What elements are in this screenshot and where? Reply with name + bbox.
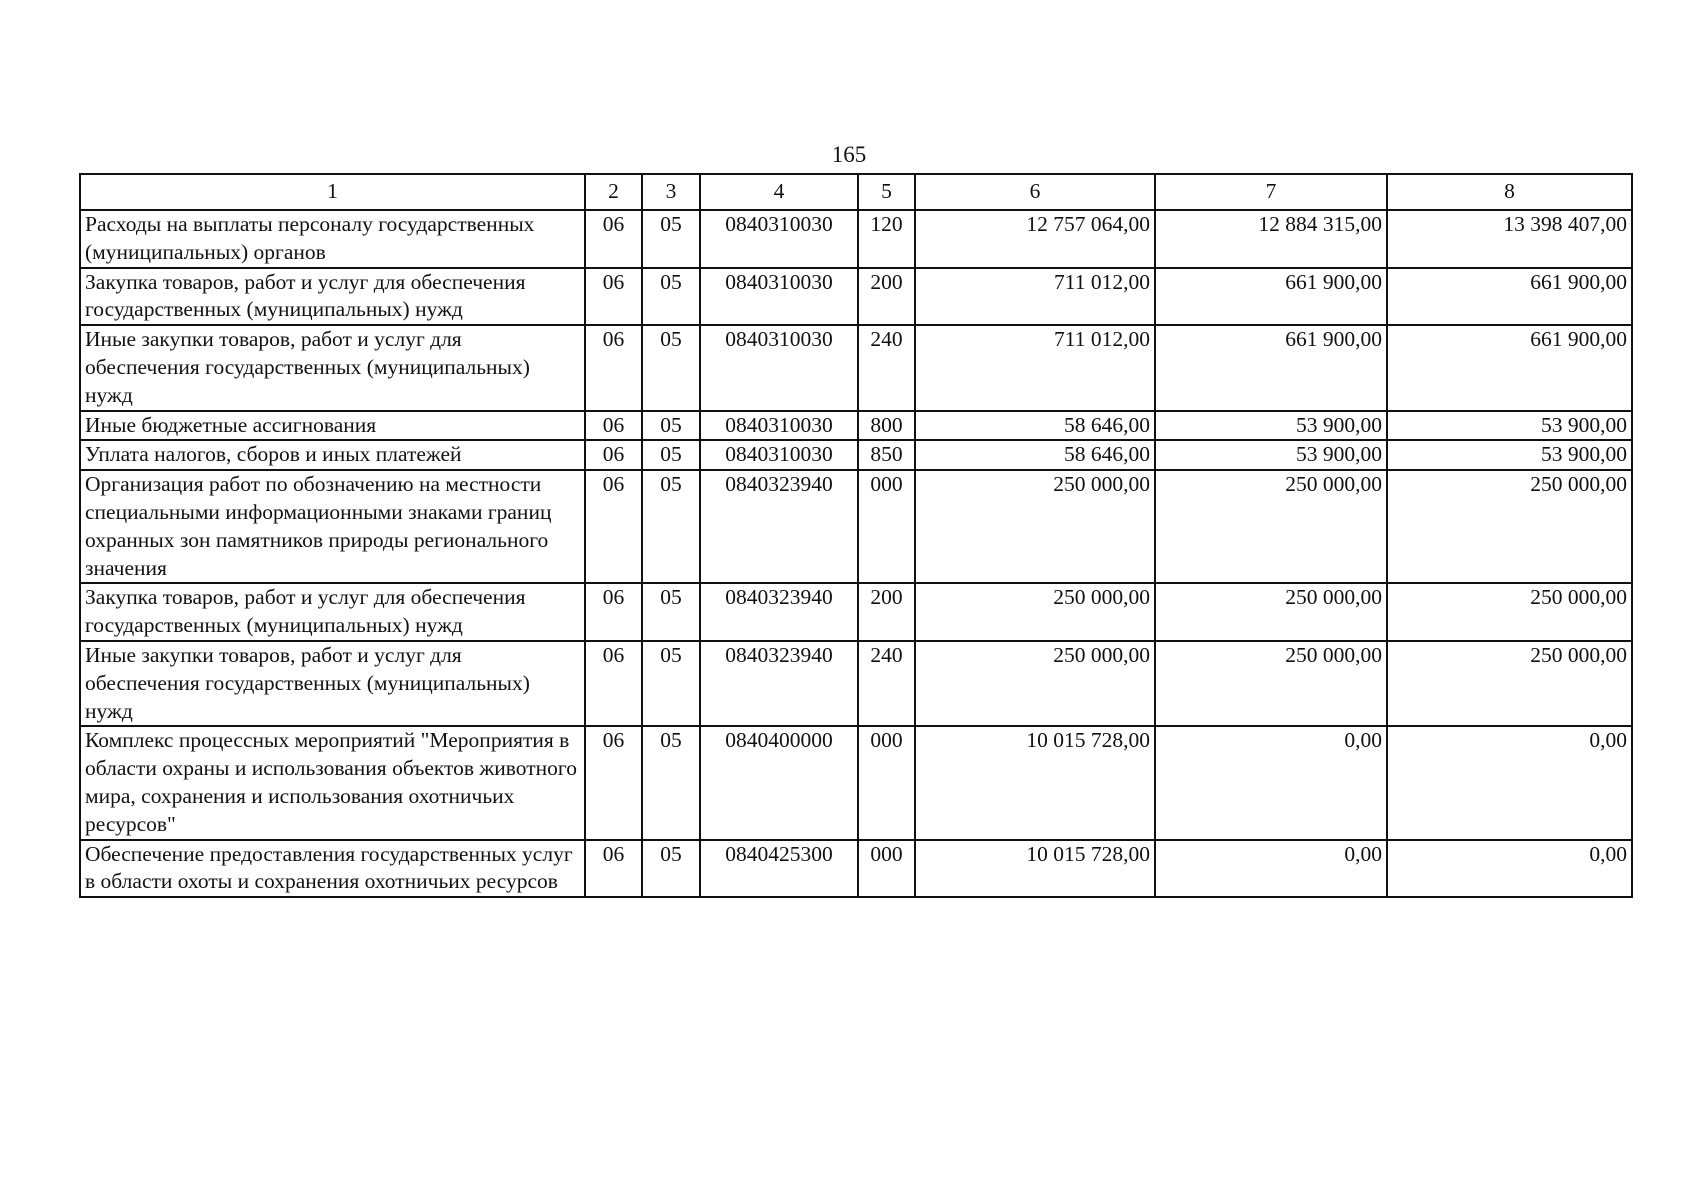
row-subsection: 05 <box>642 268 700 326</box>
row-amount-col6: 711 012,00 <box>915 268 1155 326</box>
page-number: 165 <box>831 142 867 167</box>
row-target-code: 0840310030 <box>700 210 858 268</box>
row-amount-col8: 661 900,00 <box>1387 325 1632 410</box>
row-subsection: 05 <box>642 726 700 839</box>
row-subsection: 05 <box>642 583 700 641</box>
row-subsection: 05 <box>642 641 700 726</box>
table-row <box>80 325 1632 410</box>
row-amount-col7: 661 900,00 <box>1155 268 1387 326</box>
column-header: 2 <box>585 174 642 210</box>
row-amount-col6: 250 000,00 <box>915 641 1155 726</box>
row-amount-col8: 53 900,00 <box>1387 440 1632 470</box>
row-expense-type: 000 <box>858 470 915 583</box>
row-name: Обеспечение предоставления государственных услуг в области охоты и сохранения охотничьих ресурсов <box>80 840 585 898</box>
row-amount-col8: 250 000,00 <box>1387 641 1632 726</box>
row-amount-col8: 250 000,00 <box>1387 470 1632 583</box>
row-amount-col6: 58 646,00 <box>915 440 1155 470</box>
row-amount-col7: 250 000,00 <box>1155 583 1387 641</box>
row-subsection: 05 <box>642 440 700 470</box>
row-amount-col7: 12 884 315,00 <box>1155 210 1387 268</box>
row-expense-type: 850 <box>858 440 915 470</box>
row-section: 06 <box>585 268 642 326</box>
column-header: 6 <box>915 174 1155 210</box>
row-target-code: 0840400000 <box>700 726 858 839</box>
row-expense-type: 200 <box>858 268 915 326</box>
row-amount-col6: 10 015 728,00 <box>915 726 1155 839</box>
column-header: 7 <box>1155 174 1387 210</box>
column-header: 5 <box>858 174 915 210</box>
table-row <box>80 840 1632 898</box>
row-expense-type: 240 <box>858 325 915 410</box>
row-section: 06 <box>585 411 642 441</box>
row-section: 06 <box>585 840 642 898</box>
column-header: 8 <box>1387 174 1632 210</box>
row-expense-type: 200 <box>858 583 915 641</box>
row-amount-col8: 53 900,00 <box>1387 411 1632 441</box>
row-subsection: 05 <box>642 210 700 268</box>
row-target-code: 0840310030 <box>700 440 858 470</box>
row-amount-col8: 250 000,00 <box>1387 583 1632 641</box>
row-amount-col7: 0,00 <box>1155 726 1387 839</box>
row-amount-col7: 53 900,00 <box>1155 411 1387 441</box>
table-row <box>80 641 1632 726</box>
row-target-code: 0840310030 <box>700 268 858 326</box>
budget-table <box>79 173 1633 898</box>
table-row <box>80 411 1632 441</box>
row-section: 06 <box>585 641 642 726</box>
row-amount-col6: 250 000,00 <box>915 470 1155 583</box>
row-expense-type: 120 <box>858 210 915 268</box>
row-section: 06 <box>585 726 642 839</box>
row-amount-col8: 0,00 <box>1387 726 1632 839</box>
row-section: 06 <box>585 470 642 583</box>
row-amount-col6: 58 646,00 <box>915 411 1155 441</box>
row-target-code: 0840323940 <box>700 583 858 641</box>
row-amount-col6: 12 757 064,00 <box>915 210 1155 268</box>
row-expense-type: 240 <box>858 641 915 726</box>
header-row <box>80 174 1632 210</box>
row-name: Закупка товаров, работ и услуг для обеспечения государственных (муниципальных) нужд <box>80 583 585 641</box>
row-section: 06 <box>585 583 642 641</box>
table-row <box>80 440 1632 470</box>
row-name: Иные бюджетные ассигнования <box>80 411 585 441</box>
row-section: 06 <box>585 210 642 268</box>
table-row <box>80 583 1632 641</box>
table-row <box>80 726 1632 839</box>
row-name: Комплекс процессных мероприятий "Мероприятия в области охраны и использования объектов животного мира, сохранения и использования охотничьих ресурсов" <box>80 726 585 839</box>
row-expense-type: 000 <box>858 840 915 898</box>
row-target-code: 0840323940 <box>700 470 858 583</box>
row-expense-type: 000 <box>858 726 915 839</box>
row-name: Уплата налогов, сборов и иных платежей <box>80 440 585 470</box>
row-amount-col7: 661 900,00 <box>1155 325 1387 410</box>
row-subsection: 05 <box>642 470 700 583</box>
row-target-code: 0840425300 <box>700 840 858 898</box>
row-name: Закупка товаров, работ и услуг для обеспечения государственных (муниципальных) нужд <box>80 268 585 326</box>
row-target-code: 0840323940 <box>700 641 858 726</box>
row-name: Расходы на выплаты персоналу государственных (муниципальных) органов <box>80 210 585 268</box>
column-header: 3 <box>642 174 700 210</box>
row-amount-col7: 0,00 <box>1155 840 1387 898</box>
row-amount-col7: 250 000,00 <box>1155 641 1387 726</box>
table-row <box>80 210 1632 268</box>
row-name: Иные закупки товаров, работ и услуг для обеспечения государственных (муниципальных) нужд <box>80 325 585 410</box>
row-name: Организация работ по обозначению на местности специальными информационными знаками границ охранных зон памятников природы регионального значения <box>80 470 585 583</box>
row-amount-col7: 53 900,00 <box>1155 440 1387 470</box>
row-amount-col7: 250 000,00 <box>1155 470 1387 583</box>
row-target-code: 0840310030 <box>700 411 858 441</box>
row-name: Иные закупки товаров, работ и услуг для обеспечения государственных (муниципальных) нужд <box>80 641 585 726</box>
row-subsection: 05 <box>642 325 700 410</box>
row-amount-col8: 661 900,00 <box>1387 268 1632 326</box>
column-header: 1 <box>80 174 585 210</box>
row-amount-col6: 711 012,00 <box>915 325 1155 410</box>
row-amount-col8: 0,00 <box>1387 840 1632 898</box>
row-subsection: 05 <box>642 411 700 441</box>
row-expense-type: 800 <box>858 411 915 441</box>
row-target-code: 0840310030 <box>700 325 858 410</box>
row-section: 06 <box>585 440 642 470</box>
table-row <box>80 268 1632 326</box>
row-subsection: 05 <box>642 840 700 898</box>
row-amount-col6: 10 015 728,00 <box>915 840 1155 898</box>
table-row <box>80 470 1632 583</box>
row-amount-col8: 13 398 407,00 <box>1387 210 1632 268</box>
row-section: 06 <box>585 325 642 410</box>
column-header: 4 <box>700 174 858 210</box>
row-amount-col6: 250 000,00 <box>915 583 1155 641</box>
